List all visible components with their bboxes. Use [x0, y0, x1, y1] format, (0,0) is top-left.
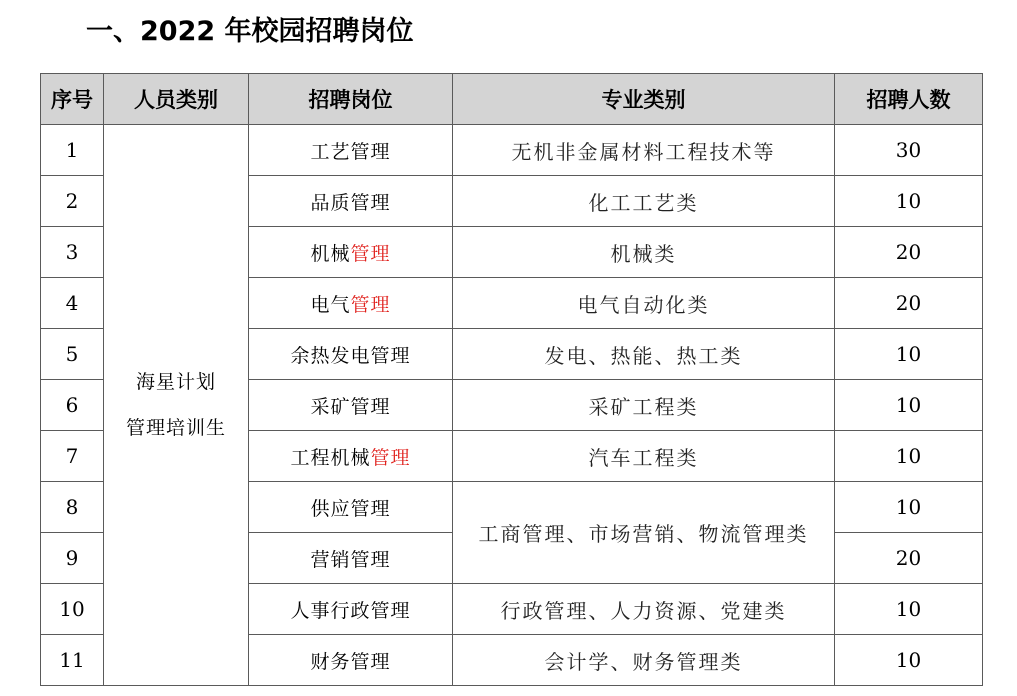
position-cell — [249, 635, 453, 686]
major-cell: 汽车工程类 — [453, 431, 835, 482]
position-cell — [249, 533, 453, 584]
count-cell: 30 — [835, 125, 983, 176]
seq-cell: 5 — [41, 329, 104, 380]
category-line: 海星计划 — [135, 371, 216, 393]
position-name: 工程机械 — [290, 446, 371, 469]
count-cell: 10 — [835, 635, 983, 686]
major-cell: 发电、热能、热工类 — [453, 329, 835, 380]
page-title: 一、2022 年校园招聘岗位 — [86, 16, 414, 47]
position-suffix: 管理 — [370, 446, 411, 469]
position-name: 品质管理 — [310, 191, 391, 214]
major-cell: 无机非金属材料工程技术等 — [453, 125, 835, 176]
seq-cell: 6 — [41, 380, 104, 431]
position-name: 工艺管理 — [310, 140, 391, 163]
major-cell: 机械类 — [453, 227, 835, 278]
major-cell: 电气自动化类 — [453, 278, 835, 329]
position-name: 供应管理 — [310, 497, 391, 520]
count-cell: 10 — [835, 176, 983, 227]
position-cell — [249, 482, 453, 533]
seq-cell: 8 — [41, 482, 104, 533]
count-cell: 10 — [835, 584, 983, 635]
count-cell: 20 — [835, 278, 983, 329]
header-count: 招聘人数 — [835, 74, 983, 125]
position-name: 余热发电管理 — [290, 344, 411, 367]
seq-cell: 9 — [41, 533, 104, 584]
position-name: 营销管理 — [310, 548, 391, 571]
count-cell: 10 — [835, 329, 983, 380]
count-cell: 20 — [835, 227, 983, 278]
position-name: 采矿管理 — [310, 395, 391, 418]
seq-cell: 3 — [41, 227, 104, 278]
count-cell: 10 — [835, 482, 983, 533]
recruitment-table — [40, 73, 983, 686]
count-cell: 10 — [835, 431, 983, 482]
header-position: 招聘岗位 — [249, 74, 453, 125]
header-major: 专业类别 — [453, 74, 835, 125]
major-cell: 采矿工程类 — [453, 380, 835, 431]
position-cell — [249, 431, 453, 482]
seq-cell: 2 — [41, 176, 104, 227]
category-cell — [104, 125, 249, 686]
major-cell: 会计学、财务管理类 — [453, 635, 835, 686]
position-cell — [249, 380, 453, 431]
seq-cell: 10 — [41, 584, 104, 635]
position-cell — [249, 278, 453, 329]
count-cell: 20 — [835, 533, 983, 584]
count-cell: 10 — [835, 380, 983, 431]
position-cell — [249, 125, 453, 176]
major-cell: 行政管理、人力资源、党建类 — [453, 584, 835, 635]
position-name: 机械 — [310, 242, 351, 265]
header-seq: 序号 — [41, 74, 104, 125]
table-header-row — [41, 74, 983, 125]
major-cell: 工商管理、市场营销、物流管理类 — [453, 482, 835, 584]
category-line: 管理培训生 — [125, 417, 226, 439]
table-row — [41, 125, 983, 176]
position-name: 人事行政管理 — [290, 599, 411, 622]
position-suffix: 管理 — [350, 293, 391, 316]
position-suffix: 管理 — [350, 242, 391, 265]
position-cell — [249, 176, 453, 227]
position-name: 财务管理 — [310, 650, 391, 673]
seq-cell: 11 — [41, 635, 104, 686]
major-cell: 化工工艺类 — [453, 176, 835, 227]
seq-cell: 1 — [41, 125, 104, 176]
seq-cell: 4 — [41, 278, 104, 329]
header-category: 人员类别 — [104, 74, 249, 125]
position-cell — [249, 584, 453, 635]
position-cell — [249, 227, 453, 278]
position-name: 电气 — [310, 293, 351, 316]
position-cell — [249, 329, 453, 380]
seq-cell: 7 — [41, 431, 104, 482]
